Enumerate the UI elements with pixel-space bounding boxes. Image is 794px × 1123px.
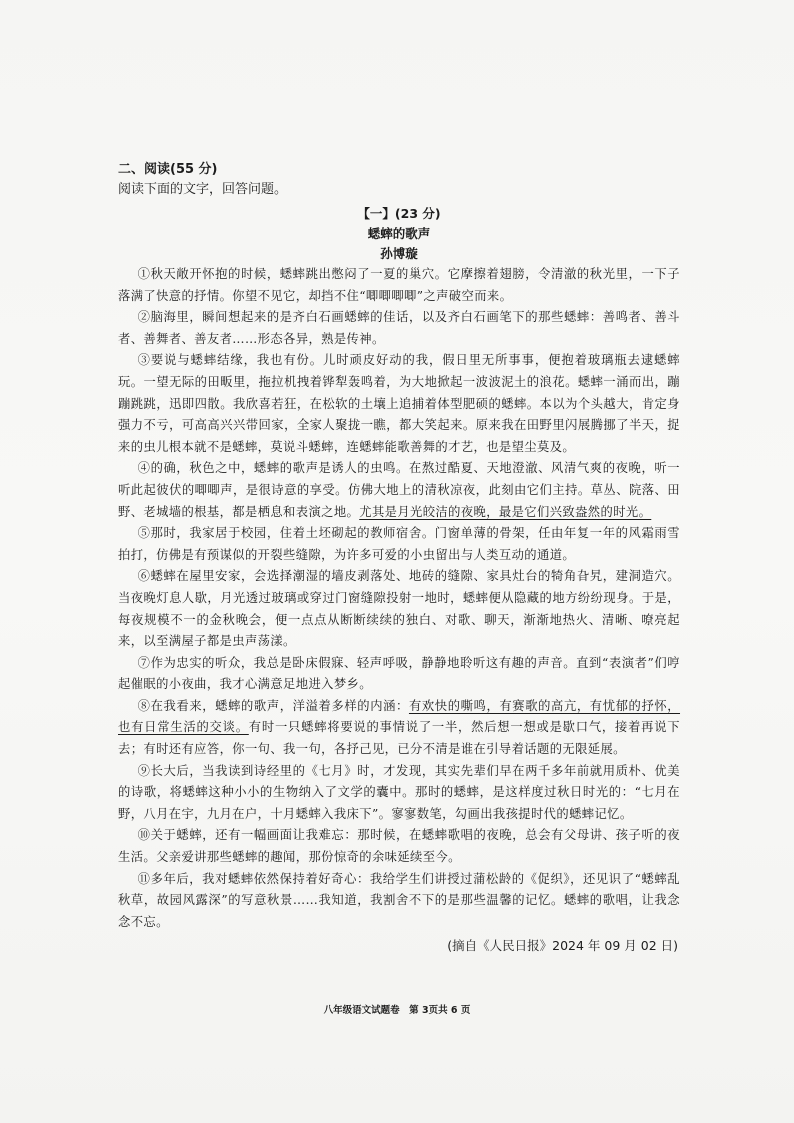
paragraph-7: ⑦作为忠实的听众，我总是卧床假寐、轻声呼吸，静静地聆听这有趣的声音。直到“表演者”们哼起催眠的小夜曲，我才心满意足地进入梦乡。 [118, 655, 680, 692]
paragraph-9: ⑨长大后，当我读到诗经里的《七月》时，才发现，其实先辈们早在两千多年前就用质朴、优美的诗歌，将蟋蟀这种小小的生物纳入了文学的囊中。那时的蟋蟀，是这样度过秋日时光的：“七月在野，八月在宇，九月在户，十月蟋蟀入我床下”。寥寥数笔，勾画出我孩提时代的蟋蟀记忆。 [118, 763, 680, 821]
article-source: (摘自《人民日报》2024 年 09 月 02 日) [447, 938, 678, 954]
article-author: 孙博璇 [380, 246, 418, 261]
page-content [118, 160, 680, 957]
paragraph-5: ⑤那时，我家居于校园，住着土坯砌起的教师宿舍。门窗单薄的骨架，任由年复一年的风霜雨雪拍打，仿佛是有预谋似的开裂些缝隙，为许多可爱的小虫留出与人类互动的通道。 [118, 526, 680, 562]
underlined-sentence-8: 有欢快的嘶鸣，有赛歌的高亢，有忧郁的抒怀，也有日常生活的交谈。 [118, 698, 681, 735]
paragraph-8: ⑧在我看来，蟋蟀的歌声，洋溢着多样的内涵：有欢快的嘶鸣，有赛歌的高亢，有忧郁的抒怀，也有日常生活的交谈。有时一只蟋蟀将要说的事情说了一半，然后想一想或是歇口气，接着再说下去；有时还有应答，你一句、我一句，各抒己见，已分不清是谁在引导着话题的无限延展。 [118, 698, 681, 757]
paragraph-6: ⑥蟋蟀在屋里安家，会选择潮湿的墙皮剥落处、地砖的缝隙、家具灶台的犄角旮旯，建洞造穴。当夜晚灯息人歇，月光透过玻璃或穿过门窗缝隙投射一地时，蟋蟀便从隐藏的地方纷纷现身。于是，每夜规模不一的金秋晚会，便一点点从断断续续的独白、对歌、聊天，渐渐地热火、清晰、嘹亮起来，以至满屋子都是虫声荡漾。 [118, 569, 680, 649]
paragraph-3: ③要说与蟋蟀结缘，我也有份。儿时顽皮好动的我，假日里无所事事，便抱着玻璃瓶去逮蟋蟀玩。一望无际的田畈里，拖拉机拽着铧犁轰鸣着，为大地掀起一波波泥土的浪花。蟋蟀一涌而出，蹦蹦跳跳，迅即四散。我欣喜若狂，在松软的土壤上追捕着体型肥硕的蟋蟀。本以为个头越大，肯定身强力不亏，可高高兴兴带回家，全家人聚拢一瞧，都大笑起来。原来我在田野里闪展腾挪了半天，捉来的虫儿根本就不是蟋蟀，莫说斗蟋蟀，连蟋蟀能歌善舞的才艺，也是望尘莫及。 [118, 353, 680, 454]
page-footer: 八年级语文试题卷 第 3页共 6 页 [323, 1005, 471, 1016]
underlined-sentence-4: 尤其是月光皎洁的夜晚，最是它们兴致盎然的时光。 [359, 504, 652, 519]
section-instruction: 阅读下面的文字，回答问题。 [118, 182, 288, 197]
paragraph-11: ⑪多年后，我对蟋蟀依然保持着好奇心：我给学生们讲授过蒲松龄的《促织》，还见识了“蟋蟀乱秋草，故园风露深”的写意秋景……我知道，我割舍不下的是那些温馨的记忆。蟋蟀的歌唱，让我念念不忘。 [118, 871, 680, 929]
paragraph-2: ②脑海里，瞬间想起来的是齐白石画蟋蟀的佳话，以及齐白石画笔下的那些蟋蟀：善鸣者、善斗者、善舞者、善友者……形态各异，熟是传神。 [118, 310, 680, 346]
paragraph-1: ①秋天敞开怀抱的时候，蟋蟀跳出憋闷了一夏的巢穴。它摩擦着翅膀，令清澈的秋光里，一下子落满了快意的抒情。你望不见它，却挡不住“唧唧唧唧”之声破空而来。 [118, 267, 680, 303]
part-heading: 【一】(23 分) [357, 206, 441, 221]
section-title: 二、阅读(55 分) [118, 162, 218, 177]
paragraph-4: ④的确，秋色之中，蟋蟀的歌声是诱人的虫鸣。在熬过酷夏、天地澄澈、风清气爽的夜晚，听一听此起彼伏的唧唧声，是很诗意的享受。仿佛大地上的清秋凉夜，此刻由它们主持。草丛、院落、田野、老城墙的根基，都是栖息和表演之地。尤其是月光皎洁的夜晚，最是它们兴致盎然的时光。 [118, 461, 680, 519]
article-title: 蟋蟀的歌声 [367, 226, 431, 241]
paragraph-10: ⑩关于蟋蟀，还有一幅画面让我难忘：那时候，在蟋蟀歌唱的夜晚，总会有父母讲、孩子听的夜生活。父亲爱讲那些蟋蟀的趣闻，那份惊奇的余味延续至今。 [118, 828, 680, 865]
